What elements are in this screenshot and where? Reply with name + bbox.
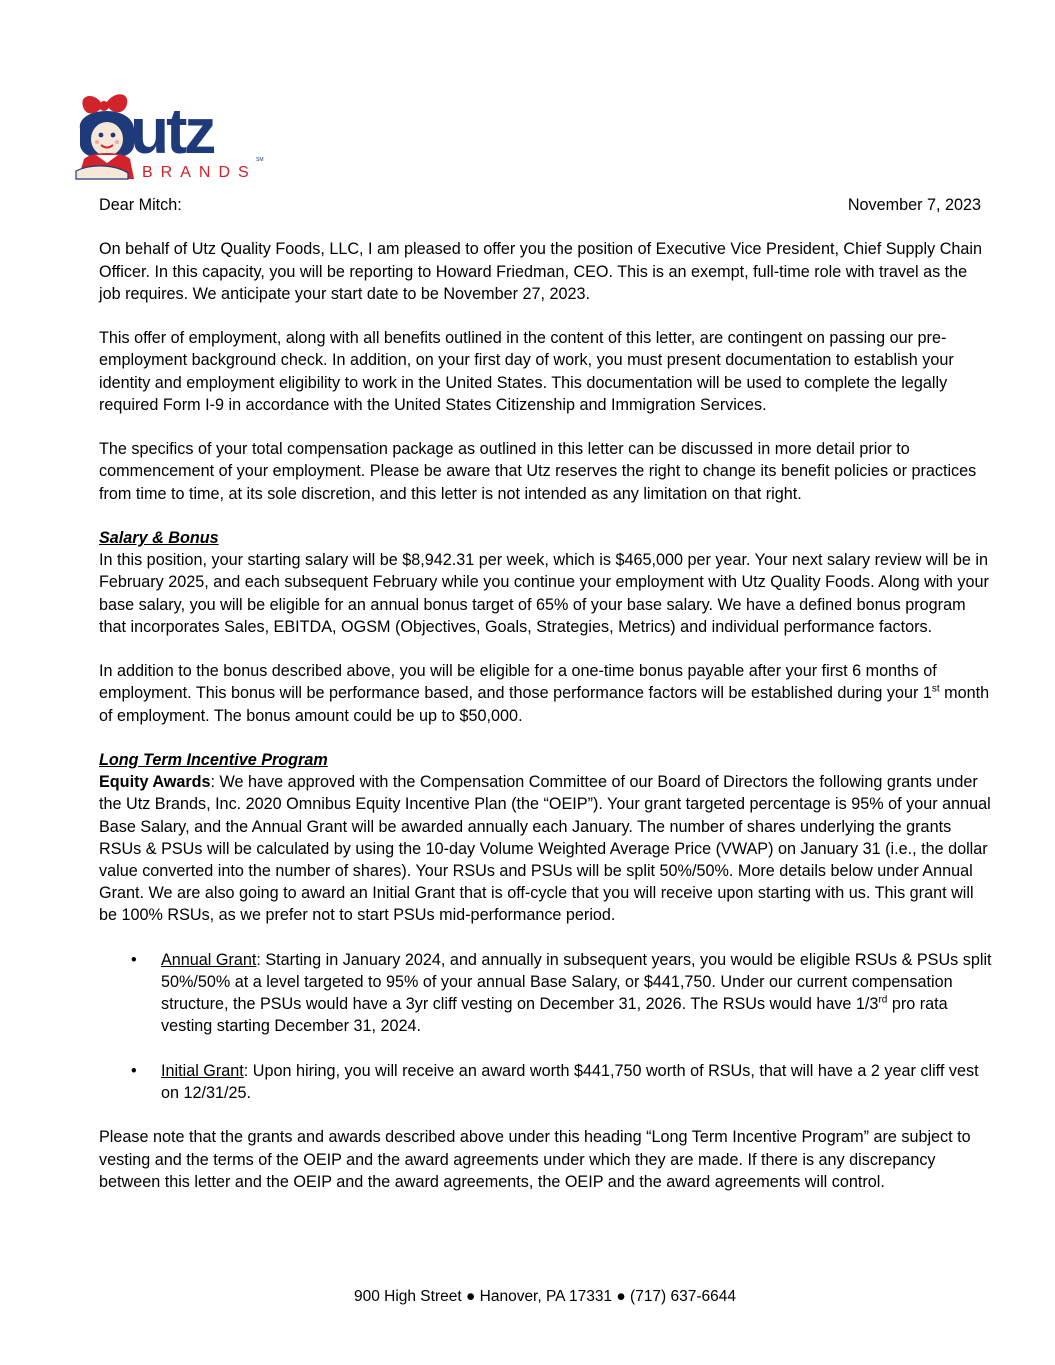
bullet-icon: • bbox=[131, 950, 137, 969]
annual-grant-label: Annual Grant bbox=[161, 950, 257, 969]
footer-address: 900 High Street ● Hanover, PA 17331 ● (717) 637-6644 bbox=[353, 1288, 737, 1305]
logo-tagline: BRANDS bbox=[142, 164, 257, 181]
logo-service-mark: SM bbox=[256, 157, 264, 163]
list-item-initial-grant bbox=[99, 1060, 992, 1104]
bonus-ordinal: st bbox=[931, 684, 940, 695]
grant-list bbox=[99, 949, 992, 1104]
list-item-annual-grant bbox=[99, 949, 992, 1038]
bonus-text-part-1: In addition to the bonus described above, you will be eligible for a one-time bonus payable after your first 6 months of employment. This bonus will be performance based, and those performance factors will be established during your 1 bbox=[99, 662, 937, 703]
paragraph-offer: On behalf of Utz Quality Foods, LLC, I am pleased to offer you the position of Executive Vice President, Chief Supply Chain Officer. In this capacity, you will be reporting to Howard Friedman, CEO. This is an exempt, full-time role with travel as the job requires. We anticipate your start date to be November 27, 2023. bbox=[99, 240, 983, 303]
equity-awards-text: : We have approved with the Compensation Committee of our Board of Directors the following grants under the Utz Brands, Inc. 2020 Omnibus Equity Incentive Plan (the “OEIP”). Your grant targeted percentage is 95% of your annual Base Salary, and the Annual Grant will be awarded annually each January. The number of shares underlying the grants RSUs & PSUs will be calculated by using the 10-day Volume Weighted Average Price (VWAP) on January 31 (i.e., the dollar value converted into the number of shares). Your RSUs and PSUs will be split 50%/50%. More details below under Annual Grant. We are also going to award an Initial Grant that is off-cycle that you will receive upon starting with us. This grant will be 100% RSUs, as we prefer not to start PSUs mid-performance period. bbox=[99, 773, 991, 925]
section-salary bbox=[99, 527, 992, 638]
utz-brands-logo bbox=[72, 89, 272, 181]
paragraph-contingency: This offer of employment, along with all benefits outlined in the content of this letter, are contingent on passing our pre-employment background check. In addition, on your first day of work, you must present documentation to establish your identity and employment eligibility to work in the United States. This documentation will be used to complete the legally required Form I-9 in accordance with the United States Citizenship and Immigration Services. bbox=[99, 329, 954, 414]
bonus-text-part-2: month of employment. The bonus amount could be up to $50,000. bbox=[99, 684, 990, 725]
paragraph-compensation: The specifics of your total compensation package as outlined in this letter can be discussed in more detail prior to commencement of your employment. Please be aware that Utz reserves the right to change its benefit policies or practices from time to time, at its sole discretion, and this letter is not intended as any limitation on that right. bbox=[99, 440, 977, 503]
letter-body bbox=[99, 194, 992, 1215]
heading-salary-bonus: Salary & Bonus bbox=[99, 528, 219, 547]
heading-ltip: Long Term Incentive Program bbox=[99, 750, 328, 769]
initial-grant-label: Initial Grant bbox=[161, 1061, 244, 1080]
annual-grant-text-1: : Starting in January 2024, and annually in subsequent years, you would be eligible RSUs & PSUs split 50%/50% at a level targeted to 95% of your annual Base Salary, or $441,750. Under our current compensation structure, the PSUs would have a 3yr cliff vesting on December 31, 2026. The RSUs would have 1/3 bbox=[161, 950, 992, 1014]
paragraph-ltip-note: Please note that the grants and awards described above under this heading “Long Term Incentive Program” are subject to vesting and the terms of the OEIP and the award agreements under which they are made. If there is any discrepancy between this letter and the OEIP and the award agreements, the OEIP and the award agreements will control. bbox=[99, 1128, 971, 1191]
section-ltip bbox=[99, 749, 992, 927]
equity-awards-label: Equity Awards bbox=[99, 773, 211, 792]
salutation-row bbox=[99, 194, 992, 216]
utz-logo-graphic bbox=[72, 89, 272, 181]
salutation: Dear Mitch: bbox=[99, 196, 182, 214]
bullet-icon: • bbox=[131, 1061, 137, 1080]
logo-wordmark: utz bbox=[130, 95, 214, 167]
annual-grant-ordinal: rd bbox=[878, 994, 888, 1006]
initial-grant-text: : Upon hiring, you will receive an award worth $441,750 worth of RSUs, that will have a 2 year cliff vest on 12/31/25. bbox=[161, 1061, 979, 1102]
letter-date: November 7, 2023 bbox=[847, 196, 981, 214]
annual-grant-text-2: pro rata vesting starting December 31, 2024. bbox=[161, 995, 948, 1036]
paragraph-one-time-bonus bbox=[99, 660, 992, 727]
paragraph-salary: In this position, your starting salary will be $8,942.31 per week, which is $465,000 per year. Your next salary review will be in February 2025, and each subsequent February while you continue your employment with Utz Quality Foods. Along with your base salary, you will be eligible for an annual bonus target of 65% of your base salary. We have a defined bonus program that incorporates Sales, EBITDA, OGSM (Objectives, Goals, Strategies, Metrics) and individual performance factors. bbox=[99, 551, 989, 636]
